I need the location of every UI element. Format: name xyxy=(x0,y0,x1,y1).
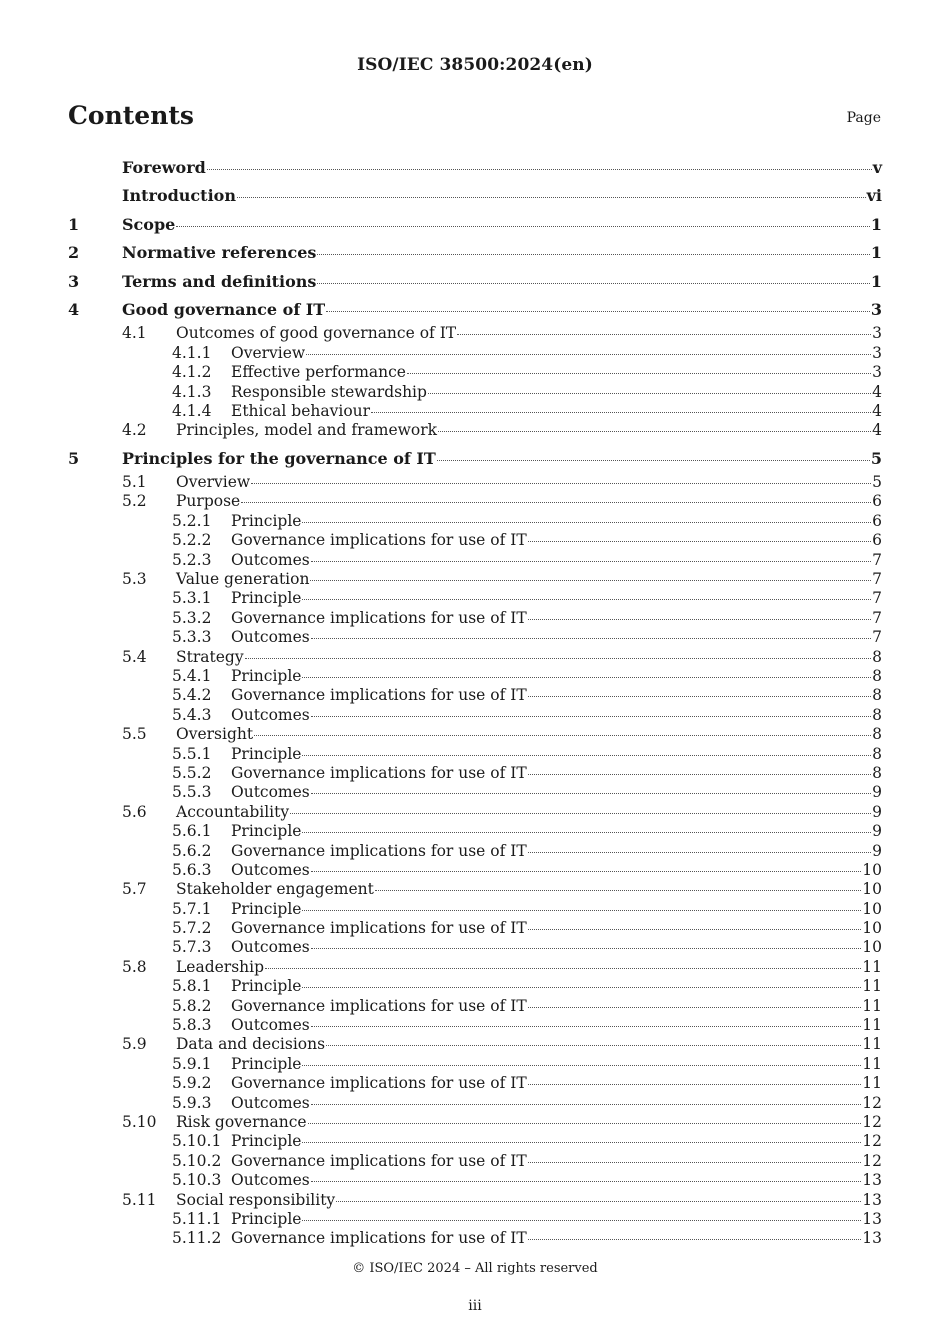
toc-entry-page[interactable]: 12 xyxy=(862,1093,882,1112)
toc-entry[interactable] xyxy=(68,589,882,608)
toc-entry-title[interactable]: Stakeholder engagement xyxy=(176,880,374,899)
toc-entry-title[interactable]: Good governance of IT xyxy=(122,299,326,319)
toc-entry-number: 5.9 xyxy=(122,1035,147,1054)
toc-entry-number: 5.7.2 xyxy=(172,919,212,938)
toc-entry[interactable] xyxy=(68,473,882,492)
dot-leader xyxy=(311,1103,862,1105)
toc-entry-page[interactable]: 3 xyxy=(872,324,882,343)
dot-leader xyxy=(306,353,871,355)
toc-entry[interactable] xyxy=(68,268,882,296)
toc-entry-number: 5.5.2 xyxy=(172,763,212,782)
toc-entry[interactable] xyxy=(68,919,882,938)
dot-leader xyxy=(302,521,871,523)
toc-entry[interactable] xyxy=(68,512,882,531)
toc-entry-page[interactable]: 4 xyxy=(872,382,882,401)
toc-entry-page[interactable]: 8 xyxy=(872,725,882,744)
dot-leader xyxy=(528,928,862,930)
toc-entry-title[interactable]: Governance implications for use of IT xyxy=(231,919,527,938)
toc-entry[interactable] xyxy=(68,570,882,589)
document-id: ISO/IEC 38500:2024(en) xyxy=(357,55,593,75)
toc-entry-title[interactable]: Principle xyxy=(231,666,302,685)
toc-entry-page[interactable]: 3 xyxy=(870,299,882,319)
toc-entry-page[interactable]: 8 xyxy=(872,686,882,705)
toc-entry[interactable] xyxy=(68,628,882,647)
toc-entry[interactable] xyxy=(68,958,882,977)
toc-entry-title[interactable]: Terms and definitions xyxy=(122,271,317,291)
toc-entry-number: 5.10 xyxy=(122,1112,157,1131)
dot-leader xyxy=(336,1200,861,1202)
toc-entry-page[interactable]: 7 xyxy=(872,628,882,647)
toc-entry-page[interactable]: 13 xyxy=(862,1171,882,1190)
toc-entry-title[interactable]: Outcomes xyxy=(231,705,310,724)
toc-entry-title[interactable]: Leadership xyxy=(176,957,265,976)
toc-entry-page[interactable]: 9 xyxy=(872,841,882,860)
toc-entry-number: 4.1.1 xyxy=(172,343,212,362)
toc-entry-page[interactable]: 8 xyxy=(872,763,882,782)
toc-entry-title[interactable]: Social responsibility xyxy=(176,1190,336,1209)
toc-entry-title[interactable]: Governance implications for use of IT xyxy=(231,608,527,627)
dot-leader xyxy=(407,372,871,374)
toc-entry-number: 5.8.3 xyxy=(172,1016,212,1035)
toc-entry[interactable] xyxy=(68,1210,882,1229)
dot-leader xyxy=(241,501,871,503)
toc-entry-page[interactable]: 9 xyxy=(872,802,882,821)
dot-leader xyxy=(302,986,861,988)
dot-leader xyxy=(457,333,871,335)
dot-leader xyxy=(237,196,866,198)
dot-leader xyxy=(311,792,871,794)
toc-entry-number: 5.7.3 xyxy=(172,938,212,957)
toc-entry-title[interactable]: Principle xyxy=(231,899,302,918)
toc-entry-title[interactable]: Principles, model and framework xyxy=(176,421,438,440)
toc-entry-number: 5.7 xyxy=(122,880,147,899)
dot-leader xyxy=(311,870,862,872)
toc-entry[interactable] xyxy=(68,783,882,802)
toc-entry-page[interactable]: 7 xyxy=(872,570,882,589)
table-of-contents xyxy=(68,154,882,1249)
toc-entry-number: 2 xyxy=(68,243,80,263)
toc-entry[interactable] xyxy=(68,686,882,705)
toc-entry-title[interactable]: Outcomes xyxy=(231,1171,310,1190)
toc-entry-page[interactable]: 12 xyxy=(862,1112,882,1131)
toc-entry-page[interactable]: 11 xyxy=(862,1016,882,1035)
toc-entry-title[interactable]: Outcomes xyxy=(231,938,310,957)
dot-leader xyxy=(311,637,871,639)
toc-entry[interactable] xyxy=(68,900,882,919)
toc-entry-number: 5.6.1 xyxy=(172,822,212,841)
toc-entry-page[interactable]: 6 xyxy=(872,492,882,511)
dot-leader xyxy=(311,560,871,562)
toc-entry[interactable] xyxy=(68,803,882,822)
toc-entry-title[interactable]: Foreword xyxy=(122,158,206,177)
toc-entry-page[interactable]: 9 xyxy=(872,783,882,802)
dot-leader xyxy=(245,657,872,659)
toc-entry-number: 5.3 xyxy=(122,570,147,589)
toc-entry-title[interactable]: Governance implications for use of IT xyxy=(231,686,527,705)
toc-entry-title[interactable]: Principle xyxy=(231,589,302,608)
toc-entry[interactable] xyxy=(68,531,882,550)
toc-entry[interactable] xyxy=(68,1152,882,1171)
toc-entry-number: 5.6 xyxy=(122,802,147,821)
toc-entry-title[interactable]: Principle xyxy=(231,1054,302,1073)
toc-entry-number: 4.2 xyxy=(122,421,147,440)
copyright-notice: © ISO/IEC 2024 – All rights reserved xyxy=(352,1261,598,1276)
dot-leader xyxy=(308,1122,862,1124)
toc-entry[interactable] xyxy=(68,745,882,764)
toc-entry[interactable] xyxy=(68,239,882,267)
toc-entry-title[interactable]: Purpose xyxy=(176,492,241,511)
dot-leader xyxy=(302,1064,861,1066)
dot-leader xyxy=(207,168,872,170)
dot-leader xyxy=(326,1044,861,1046)
toc-entry-title[interactable]: Governance implications for use of IT xyxy=(231,996,527,1015)
toc-entry-number: 5.3.1 xyxy=(172,589,212,608)
dot-leader xyxy=(528,1238,862,1240)
dot-leader xyxy=(311,715,871,717)
toc-entry-title[interactable]: Responsible stewardship xyxy=(231,382,427,401)
toc-entry[interactable] xyxy=(68,706,882,725)
toc-entry-page[interactable]: 7 xyxy=(872,608,882,627)
toc-entry[interactable] xyxy=(68,551,882,570)
toc-entry-page[interactable]: 12 xyxy=(862,1132,882,1151)
toc-entry-title[interactable]: Accountability xyxy=(176,802,290,821)
toc-entry-number: 4 xyxy=(68,299,80,319)
dot-leader xyxy=(310,579,871,581)
toc-entry-page[interactable]: 11 xyxy=(862,977,882,996)
toc-entry[interactable] xyxy=(68,842,882,861)
toc-entry-title[interactable]: Strategy xyxy=(176,647,244,666)
toc-entry-number: 5.1 xyxy=(122,473,147,492)
toc-entry[interactable] xyxy=(68,492,882,511)
toc-entry[interactable] xyxy=(68,383,882,402)
dot-leader xyxy=(302,598,871,600)
toc-entry[interactable] xyxy=(68,211,882,239)
dot-leader xyxy=(311,947,862,949)
toc-entry-title[interactable]: Introduction xyxy=(122,186,236,206)
dot-leader xyxy=(317,253,869,255)
dot-leader xyxy=(528,695,871,697)
toc-entry[interactable] xyxy=(68,421,882,440)
toc-entry-page[interactable]: 5 xyxy=(872,473,882,492)
dot-leader xyxy=(438,430,871,432)
toc-entry-page[interactable]: 6 xyxy=(872,531,882,550)
dot-leader xyxy=(302,909,861,911)
toc-entry-number: 5.5.3 xyxy=(172,783,212,802)
toc-entry-title[interactable]: Governance implications for use of IT xyxy=(231,1074,527,1093)
toc-entry-page[interactable]: 7 xyxy=(872,589,882,608)
toc-entry-number: 5.4.1 xyxy=(172,666,212,685)
toc-entry[interactable] xyxy=(68,1016,882,1035)
toc-entry-title[interactable]: Principles for the governance of IT xyxy=(122,448,436,468)
toc-entry-number: 5.9.1 xyxy=(172,1054,212,1073)
toc-entry-title[interactable]: Overview xyxy=(231,343,306,362)
dot-leader xyxy=(528,618,871,620)
toc-entry[interactable] xyxy=(68,182,882,210)
toc-entry[interactable] xyxy=(68,344,882,363)
toc-entry-page[interactable]: 11 xyxy=(862,996,882,1015)
toc-entry-title[interactable]: Value generation xyxy=(176,570,310,589)
toc-entry[interactable] xyxy=(68,938,882,957)
toc-entry[interactable] xyxy=(68,154,882,182)
toc-entry[interactable] xyxy=(68,1055,882,1074)
toc-entry[interactable] xyxy=(68,1074,882,1093)
toc-entry-title[interactable]: Outcomes xyxy=(231,860,310,879)
toc-entry-number: 5.3.2 xyxy=(172,608,212,627)
toc-entry-title[interactable]: Outcomes xyxy=(231,1093,310,1112)
toc-entry-page[interactable]: 13 xyxy=(862,1229,882,1248)
dot-leader xyxy=(528,1083,862,1085)
toc-entry-number: 5.8 xyxy=(122,957,147,976)
toc-entry-number: 5.10.3 xyxy=(172,1171,222,1190)
toc-entry-page[interactable]: 4 xyxy=(872,421,882,440)
toc-entry-number: 5 xyxy=(68,448,80,468)
dot-leader xyxy=(254,734,871,736)
toc-entry-page[interactable]: 4 xyxy=(872,401,882,420)
toc-entry[interactable] xyxy=(68,822,882,841)
toc-entry[interactable] xyxy=(68,402,882,421)
toc-entry-page[interactable]: 8 xyxy=(872,666,882,685)
toc-entry-title[interactable]: Outcomes xyxy=(231,783,310,802)
toc-entry-page[interactable]: 6 xyxy=(872,511,882,530)
toc-entry-title[interactable]: Outcomes xyxy=(231,1016,310,1035)
toc-entry-number: 5.5.1 xyxy=(172,744,212,763)
toc-entry[interactable] xyxy=(68,648,882,667)
toc-entry[interactable] xyxy=(68,725,882,744)
toc-entry-number: 5.9.2 xyxy=(172,1074,212,1093)
toc-entry[interactable] xyxy=(68,445,882,473)
toc-entry-page[interactable]: 13 xyxy=(862,1190,882,1209)
toc-entry-title[interactable]: Principle xyxy=(231,744,302,763)
toc-entry-title[interactable]: Principle xyxy=(231,1209,302,1228)
toc-entry-page[interactable]: 10 xyxy=(862,880,882,899)
dot-leader xyxy=(290,812,871,814)
toc-entry-title[interactable]: Data and decisions xyxy=(176,1035,326,1054)
dot-leader xyxy=(311,1025,862,1027)
toc-entry-number: 5.4 xyxy=(122,647,147,666)
dot-leader xyxy=(302,754,871,756)
toc-entry-number: 5.10.1 xyxy=(172,1132,222,1151)
toc-entry-number: 4.1.4 xyxy=(172,401,212,420)
toc-entry-title[interactable]: Outcomes xyxy=(231,550,310,569)
toc-entry-title[interactable]: Risk governance xyxy=(176,1112,307,1131)
toc-entry-title[interactable]: Outcomes xyxy=(231,628,310,647)
page-number: iii xyxy=(468,1298,482,1314)
dot-leader xyxy=(311,1180,862,1182)
dot-leader xyxy=(437,459,870,461)
dot-leader xyxy=(302,831,871,833)
toc-entry-page[interactable]: 11 xyxy=(862,1054,882,1073)
toc-entry[interactable] xyxy=(68,363,882,382)
toc-entry-page[interactable]: 7 xyxy=(872,550,882,569)
toc-entry-title[interactable]: Overview xyxy=(176,473,251,492)
toc-entry[interactable] xyxy=(68,1113,882,1132)
toc-entry-page[interactable]: 8 xyxy=(872,744,882,763)
toc-entry-page[interactable]: vi xyxy=(866,186,882,206)
toc-entry-page[interactable]: 10 xyxy=(862,919,882,938)
toc-entry[interactable] xyxy=(68,1132,882,1151)
toc-entry[interactable] xyxy=(68,1035,882,1054)
toc-entry-title[interactable]: Oversight xyxy=(176,725,254,744)
toc-entry[interactable] xyxy=(68,1171,882,1190)
toc-entry[interactable] xyxy=(68,997,882,1016)
toc-entry[interactable] xyxy=(68,880,882,899)
dot-leader xyxy=(371,411,871,413)
toc-entry-page[interactable]: 11 xyxy=(862,957,882,976)
toc-entry-page[interactable]: 11 xyxy=(862,1035,882,1054)
toc-entry-number: 5.6.2 xyxy=(172,841,212,860)
toc-entry-page[interactable]: 11 xyxy=(862,1074,882,1093)
toc-entry[interactable] xyxy=(68,1229,882,1248)
toc-entry-title[interactable]: Governance implications for use of IT xyxy=(231,1229,527,1248)
toc-entry-page[interactable]: v xyxy=(872,158,882,177)
toc-entry-title[interactable]: Governance implications for use of IT xyxy=(231,841,527,860)
toc-entry-number: 5.6.3 xyxy=(172,860,212,879)
dot-leader xyxy=(326,310,870,312)
toc-entry-page[interactable]: 10 xyxy=(862,860,882,879)
toc-entry[interactable] xyxy=(68,609,882,628)
dot-leader xyxy=(265,967,861,969)
dot-leader xyxy=(302,676,871,678)
toc-entry-number: 5.4.3 xyxy=(172,705,212,724)
dot-leader xyxy=(375,889,861,891)
toc-entry-number: 5.4.2 xyxy=(172,686,212,705)
toc-entry-title[interactable]: Principle xyxy=(231,511,302,530)
toc-entry-page[interactable]: 5 xyxy=(870,448,882,468)
dot-leader xyxy=(528,540,871,542)
toc-entry[interactable] xyxy=(68,296,882,324)
toc-entry-page[interactable]: 8 xyxy=(872,705,882,724)
toc-entry-number: 5.11.1 xyxy=(172,1209,222,1228)
toc-entry-number: 5.8.2 xyxy=(172,996,212,1015)
page-column-label: Page xyxy=(846,110,881,126)
toc-entry-number: 1 xyxy=(68,214,80,234)
toc-entry-number: 4.1.3 xyxy=(172,382,212,401)
toc-entry-title[interactable]: Normative references xyxy=(122,243,317,263)
dot-leader xyxy=(528,773,871,775)
toc-entry-title[interactable]: Principle xyxy=(231,1132,302,1151)
toc-entry-title[interactable]: Outcomes of good governance of IT xyxy=(176,324,457,343)
contents-title: Contents xyxy=(68,101,195,130)
dot-leader xyxy=(251,482,871,484)
toc-entry-number: 5.2.3 xyxy=(172,550,212,569)
toc-entry-page[interactable]: 9 xyxy=(872,822,882,841)
toc-entry-number: 5.2.2 xyxy=(172,531,212,550)
toc-entry-number: 5.2 xyxy=(122,492,147,511)
toc-entry-number: 5.11.2 xyxy=(172,1229,222,1248)
toc-entry-number: 5.5 xyxy=(122,725,147,744)
toc-entry-number: 5.2.1 xyxy=(172,511,212,530)
toc-entry-page[interactable]: 1 xyxy=(870,271,882,291)
toc-entry[interactable] xyxy=(68,667,882,686)
toc-entry-title[interactable]: Principle xyxy=(231,822,302,841)
toc-entry-title[interactable]: Governance implications for use of IT xyxy=(231,1151,527,1170)
toc-entry-page[interactable]: 1 xyxy=(870,214,882,234)
toc-entry-title[interactable]: Scope xyxy=(122,214,176,234)
toc-entry-title[interactable]: Principle xyxy=(231,977,302,996)
dot-leader xyxy=(428,392,871,394)
toc-entry-title[interactable]: Effective performance xyxy=(231,363,406,382)
toc-entry-number: 5.9.3 xyxy=(172,1093,212,1112)
toc-entry-number: 4.1 xyxy=(122,324,147,343)
toc-entry-page[interactable]: 8 xyxy=(872,647,882,666)
toc-entry[interactable] xyxy=(68,1094,882,1113)
dot-leader xyxy=(176,225,870,227)
toc-entry-title[interactable]: Ethical behaviour xyxy=(231,401,371,420)
dot-leader xyxy=(317,282,869,284)
toc-entry-title[interactable]: Governance implications for use of IT xyxy=(231,531,527,550)
toc-entry-number: 5.8.1 xyxy=(172,977,212,996)
toc-entry[interactable] xyxy=(68,1191,882,1210)
toc-entry[interactable] xyxy=(68,764,882,783)
toc-entry-page[interactable]: 3 xyxy=(872,343,882,362)
dot-leader xyxy=(528,1006,862,1008)
toc-entry-page[interactable]: 13 xyxy=(862,1209,882,1228)
toc-entry-number: 4.1.2 xyxy=(172,363,212,382)
toc-entry-title[interactable]: Governance implications for use of IT xyxy=(231,763,527,782)
toc-entry-number: 5.3.3 xyxy=(172,628,212,647)
dot-leader xyxy=(302,1219,861,1221)
dot-leader xyxy=(528,1161,862,1163)
toc-entry-page[interactable]: 10 xyxy=(862,899,882,918)
toc-entry-number: 5.11 xyxy=(122,1190,157,1209)
toc-entry-page[interactable]: 10 xyxy=(862,938,882,957)
toc-entry-number: 5.10.2 xyxy=(172,1151,222,1170)
toc-entry-page[interactable]: 12 xyxy=(862,1151,882,1170)
toc-entry-number: 3 xyxy=(68,271,80,291)
toc-entry-number: 5.7.1 xyxy=(172,899,212,918)
dot-leader xyxy=(528,851,871,853)
toc-entry[interactable] xyxy=(68,861,882,880)
toc-entry[interactable] xyxy=(68,977,882,996)
toc-entry[interactable] xyxy=(68,324,882,343)
toc-entry-page[interactable]: 3 xyxy=(872,363,882,382)
toc-entry-page[interactable]: 1 xyxy=(870,243,882,263)
dot-leader xyxy=(302,1141,861,1143)
